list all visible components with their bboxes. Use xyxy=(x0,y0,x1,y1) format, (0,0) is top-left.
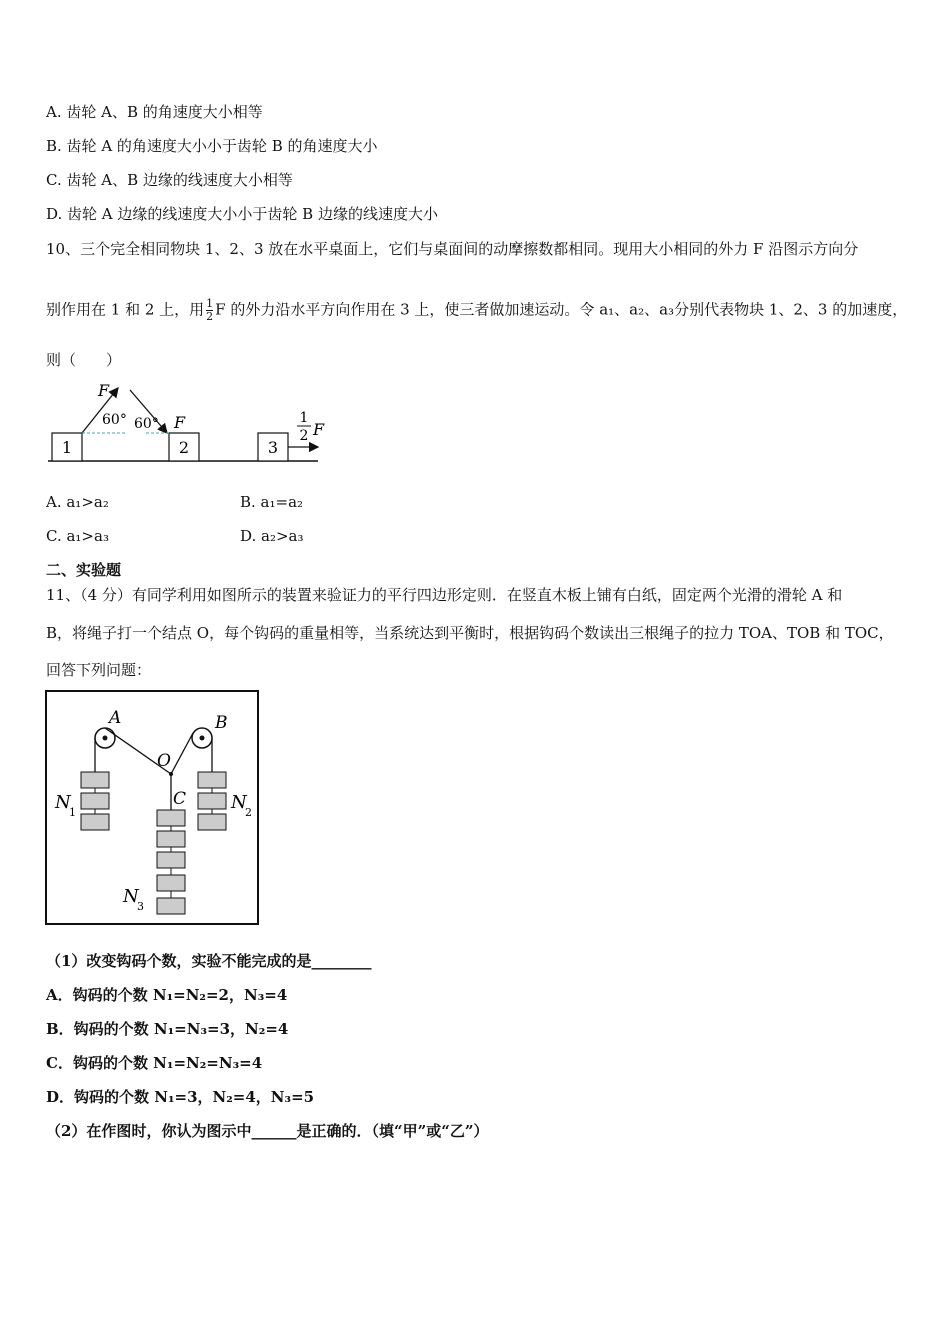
weights-n2 xyxy=(198,772,226,830)
q11-figure xyxy=(45,690,260,926)
force-2-label: F xyxy=(174,413,186,432)
label-a: A xyxy=(109,708,122,728)
q11-option-a: A．钩码的个数 N₁=N₂=2，N₃=4 xyxy=(46,986,288,1004)
q10-figure xyxy=(46,380,336,470)
force-3-label: F xyxy=(313,420,325,439)
q10-option-a: A. a₁>a₂ xyxy=(46,493,109,511)
q11-option-d: D．钩码的个数 N₁=3，N₂=4，N₃=5 xyxy=(46,1088,315,1106)
q10-stem-line3: 则（ ） xyxy=(46,351,122,369)
q9-option-d: D. 齿轮 A 边缘的线速度大小小于齿轮 B 边缘的线速度大小 xyxy=(46,205,438,223)
force-3-den: 2 xyxy=(299,428,309,444)
label-n3-sub: 3 xyxy=(137,900,144,913)
block-1-label: 1 xyxy=(61,438,73,457)
q11-sub2: （2）在作图时，你认为图示中______是正确的．（填“甲”或“乙”） xyxy=(46,1122,489,1140)
label-c: C xyxy=(173,789,187,809)
q10-option-b: B. a₁=a₂ xyxy=(240,493,304,511)
pulley-a-axle xyxy=(103,736,108,741)
q11-stem-line3: 回答下列问题： xyxy=(46,661,152,679)
label-n1-sub: 1 xyxy=(69,806,76,819)
angle-2-label: 60° xyxy=(134,416,159,432)
q10-option-c: C. a₁>a₃ xyxy=(46,527,109,545)
pulley-b-axle xyxy=(200,736,205,741)
section-2-heading: 二、实验题 xyxy=(46,561,122,579)
label-o: O xyxy=(157,751,171,771)
q10-stem-line2-pre: 别作用在 1 和 2 上，用 xyxy=(46,300,205,319)
q11-sub1: （1）改变钩码个数，实验不能完成的是________ xyxy=(46,952,372,970)
q9-option-b: B. 齿轮 A 的角速度大小小于齿轮 B 的角速度大小 xyxy=(46,137,378,155)
q11-option-c: C．钩码的个数 N₁=N₂=N₃=4 xyxy=(46,1054,263,1072)
half-fraction-num: 1 xyxy=(206,297,214,310)
half-fraction-den: 2 xyxy=(206,310,214,323)
q9-option-c: C. 齿轮 A、B 边缘的线速度大小相等 xyxy=(46,171,293,189)
q10-stem-line2-post: F 的外力沿水平方向作用在 3 上，使三者做加速运动。令 a₁、a₂、a₃分别代表物块 1、2、3 的加速度， xyxy=(215,300,908,319)
q10-stem-line1: 10、三个完全相同物块 1、2、3 放在水平桌面上，它们与桌面间的动摩擦数都相同。现用大小相同的外力 F 沿图示方向分 xyxy=(46,240,859,258)
block-3-label: 3 xyxy=(267,438,279,457)
q9-option-a: A. 齿轮 A、B 的角速度大小相等 xyxy=(46,103,263,121)
label-b: B xyxy=(215,713,228,733)
weights-n3 xyxy=(157,810,185,914)
q11-stem-line2: B，将绳子打一个结点 O，每个钩码的重量相等，当系统达到平衡时，根据钩码个数读出三根绳子的拉力 TOA、TOB 和 TOC， xyxy=(46,624,894,642)
force-3-num: 1 xyxy=(299,410,309,426)
label-n3: N xyxy=(123,886,139,907)
half-fraction xyxy=(206,298,213,323)
q10-stem-line2 xyxy=(46,298,907,323)
force-1-label: F xyxy=(98,381,110,400)
block-2-label: 2 xyxy=(178,438,190,457)
label-n1: N xyxy=(55,792,71,813)
angle-1-label: 60° xyxy=(102,412,127,428)
q11-option-b: B．钩码的个数 N₁=N₃=3，N₂=4 xyxy=(46,1020,289,1038)
label-n2-sub: 2 xyxy=(245,806,252,819)
label-n2: N xyxy=(231,792,247,813)
q10-option-d: D. a₂>a₃ xyxy=(240,527,304,545)
weights-n1 xyxy=(81,772,109,830)
q11-stem-line1: 11、（4 分）有同学利用如图所示的装置来验证力的平行四边形定则．在竖直木板上铺有白纸，固定两个光滑的滑轮 A 和 xyxy=(46,586,843,604)
